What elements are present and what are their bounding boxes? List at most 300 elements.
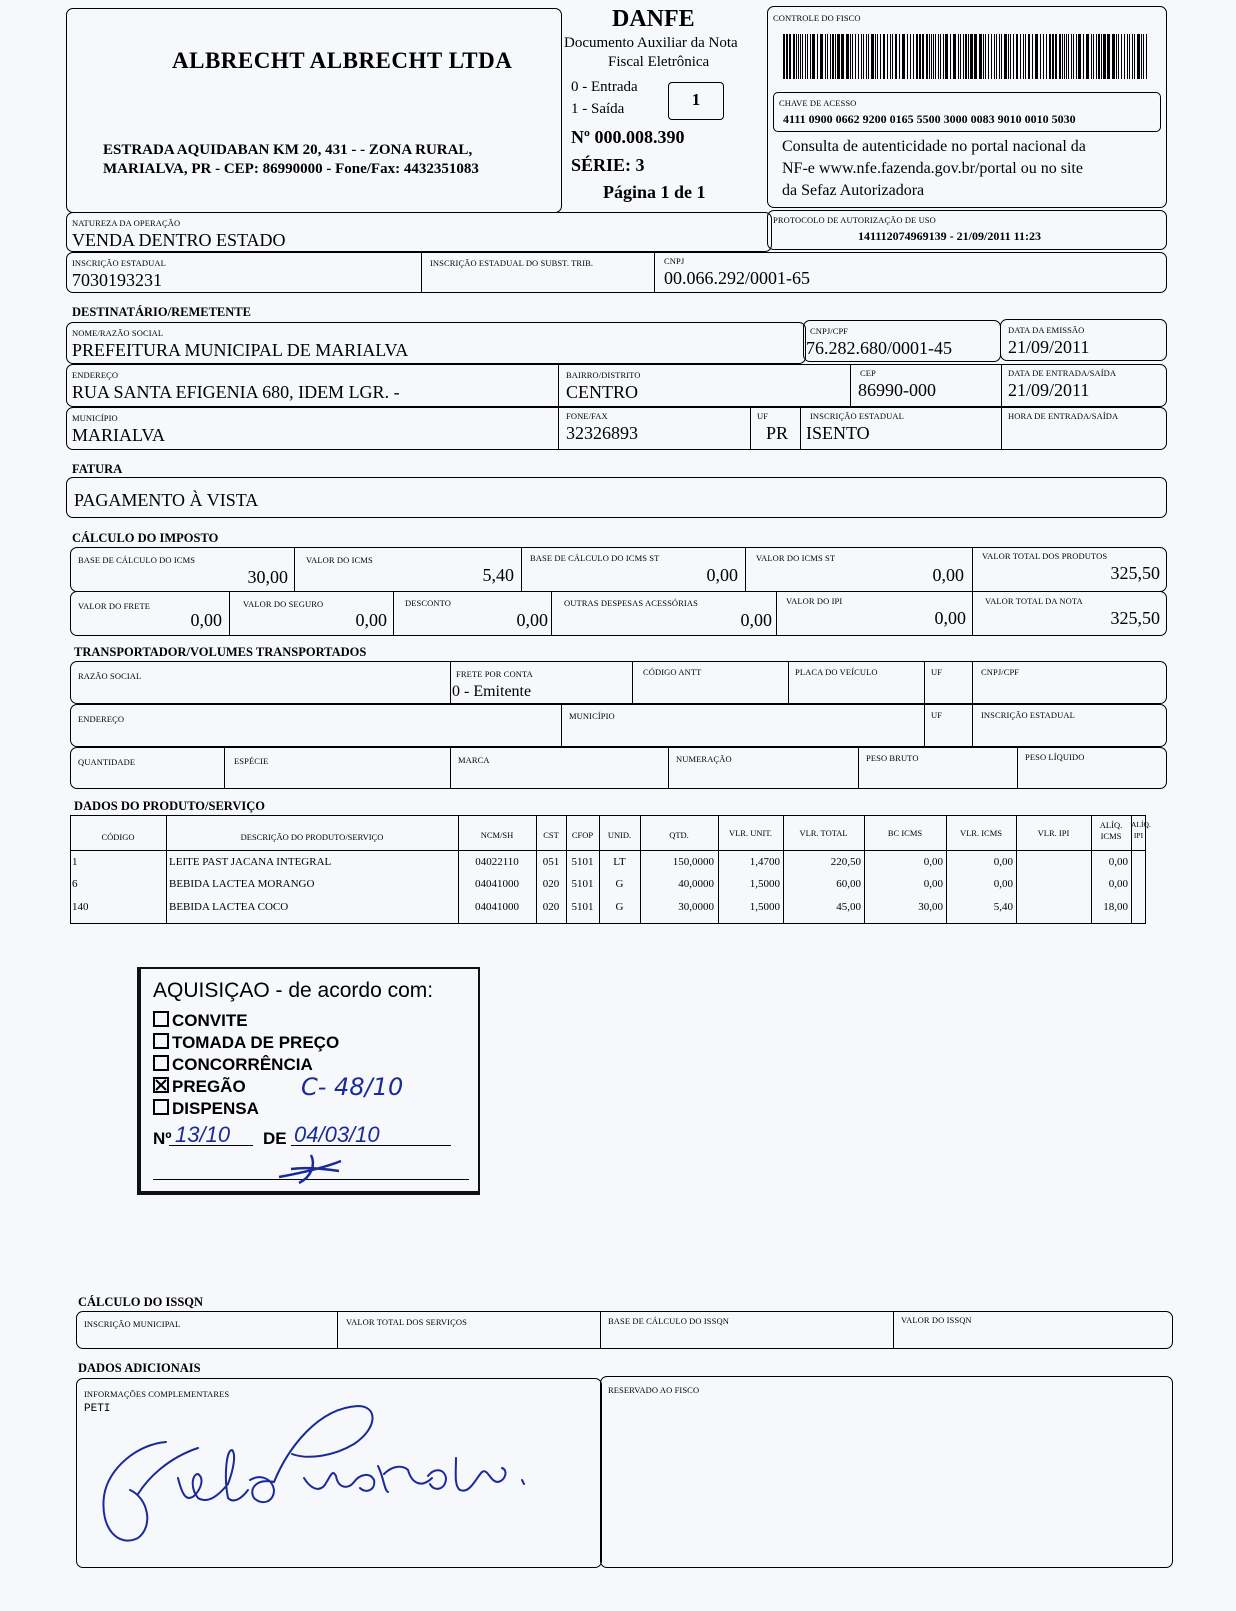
protocolo-label: PROTOCOLO DE AUTORIZAÇÃO DE USO [773, 215, 936, 225]
barcode-bar [798, 34, 799, 79]
row1-vunit: 1,4700 [749, 856, 780, 868]
danfe-entrada: 0 - Entrada [571, 79, 638, 95]
row3-bcicms: 30,00 [918, 901, 943, 913]
barcode-bar [933, 34, 934, 79]
row3-cfop: 5101 [571, 901, 594, 913]
barcode-bar [1001, 34, 1002, 79]
transp-placa-label: PLACA DO VEÍCULO [795, 667, 878, 677]
barcode-bar [820, 34, 823, 79]
barcode-bar [1073, 34, 1074, 79]
divider [972, 704, 973, 747]
stamp-de-label: DE [263, 1129, 287, 1148]
barcode-bar [805, 34, 806, 79]
barcode-bar [940, 34, 941, 79]
dest-municipio: MARIALVA [72, 425, 166, 445]
emitente-address-line-1: ESTRADA AQUIDABAN KM 20, 431 - - ZONA RURAL, [103, 142, 473, 158]
seguro-label: VALOR DO SEGURO [243, 599, 324, 609]
protocolo-value: 141112074969139 - 21/09/2011 11:23 [858, 229, 1042, 243]
barcode-bar [825, 34, 826, 79]
barcode-bar [1132, 34, 1133, 79]
transp-qtd-label: QUANTIDADE [78, 757, 136, 767]
danfe-tipo: 1 [691, 90, 701, 109]
barcode-bar [810, 34, 811, 79]
barcode-bar [963, 34, 964, 79]
th-vunit: VLR. UNIT. [728, 828, 773, 838]
barcode-bar [1103, 34, 1106, 79]
produtos-section-title: DADOS DO PRODUTO/SERVIÇO [74, 799, 266, 813]
danfe-title: DANFE [612, 6, 695, 32]
base-icms: 30,00 [247, 567, 288, 587]
divider [972, 591, 973, 636]
barcode-bar [996, 34, 997, 79]
barcode-bar [916, 34, 918, 79]
fisco-reservado-label: RESERVADO AO FISCO [608, 1385, 700, 1395]
checkbox-checked-icon [153, 1077, 169, 1093]
dest-entrada-label: DATA DE ENTRADA/SAÍDA [1008, 368, 1117, 378]
barcode-bar [850, 34, 851, 79]
ie-st-label: INSCRIÇÃO ESTADUAL DO SUBST. TRIB. [430, 258, 594, 268]
barcode [783, 34, 1149, 79]
barcode-bar [979, 34, 982, 79]
danfe-subtitle-2: Fiscal Eletrônica [608, 54, 710, 70]
barcode-bar [1083, 34, 1084, 79]
barcode-bar [827, 34, 828, 79]
divider [337, 1311, 338, 1349]
row3-vtotal: 45,00 [836, 901, 861, 913]
destinatario-section-title: DESTINATÁRIO/REMETENTE [72, 305, 251, 319]
reservado-fisco-box [600, 1376, 1173, 1568]
stamp-option-label: CONVITE [172, 1011, 248, 1030]
barcode-bar [945, 34, 948, 79]
inscricao-box [66, 252, 1167, 293]
barcode-bar [841, 34, 844, 79]
divider [393, 591, 394, 636]
handwritten-signature [78, 1398, 578, 1558]
row2-cst: 020 [542, 878, 560, 890]
cnpj-label: CNPJ [664, 256, 685, 266]
checkbox-icon [153, 1055, 169, 1071]
barcode-bar [1086, 34, 1089, 79]
divider [972, 547, 973, 592]
transp-especie-label: ESPÉCIE [234, 756, 269, 766]
transp-cnpj-label: CNPJ/CPF [981, 667, 1020, 677]
row3-cst: 020 [542, 901, 560, 913]
th-aliq-icms-2: ICMS [1100, 831, 1122, 841]
barcode-bar [1016, 34, 1018, 79]
dest-emissao: 21/09/2011 [1008, 337, 1090, 357]
th-vipi: VLR. IPI [1037, 828, 1070, 838]
fatura-value: PAGAMENTO À VISTA [74, 490, 259, 510]
dest-fone-label: FONE/FAX [566, 411, 608, 421]
divider [750, 407, 751, 450]
dest-cnpj-label: CNPJ/CPF [810, 326, 849, 336]
barcode-bar [830, 34, 831, 79]
divider [600, 1311, 601, 1349]
stamp-option-pregao [153, 1077, 246, 1097]
stamp-date-line [291, 1145, 451, 1146]
divider [924, 704, 925, 747]
barcode-bar [796, 34, 797, 79]
divider [632, 661, 633, 704]
stamp-title: AQUISIÇAO - de acordo com: [153, 979, 434, 1002]
fatura-section-title: FATURA [72, 462, 123, 476]
frete: 0,00 [190, 610, 222, 630]
row1-codigo: 1 [72, 856, 78, 868]
stamp-option-label: PREGÃO [172, 1077, 246, 1096]
row3-ncm: 04041000 [475, 901, 519, 913]
emitente-box [66, 8, 562, 213]
barcode-bar [783, 34, 785, 79]
divider [521, 547, 522, 592]
controle-fisco-label: CONTROLE DO FISCO [773, 13, 861, 23]
barcode-bar [871, 34, 874, 79]
row3-qtd: 30,0000 [678, 901, 714, 913]
barcode-bar [1118, 34, 1119, 79]
barcode-bar [929, 34, 930, 79]
imposto-section-title: CÁLCULO DO IMPOSTO [72, 531, 219, 545]
barcode-bar [1129, 34, 1130, 79]
barcode-bar [1071, 34, 1072, 79]
barcode-bar [1052, 34, 1054, 79]
th-ncm: NCM/SH [480, 830, 514, 840]
issqn-im-label: INSCRIÇÃO MUNICIPAL [84, 1319, 181, 1329]
adicionais-section-title: DADOS ADICIONAIS [78, 1361, 201, 1375]
barcode-bar [1091, 34, 1092, 79]
divider [70, 850, 1146, 851]
dest-emissao-label: DATA DA EMISSÃO [1008, 325, 1085, 335]
row3-unid: G [615, 901, 624, 913]
danfe-pagina: Página 1 de 1 [603, 182, 706, 202]
issqn-base-label: BASE DE CÁLCULO DO ISSQN [608, 1316, 729, 1326]
row2-bcicms: 0,00 [923, 878, 943, 890]
natureza-label: NATUREZA DA OPERAÇÃO [72, 218, 181, 228]
danfe-numero: Nº 000.008.390 [571, 127, 685, 147]
divider [776, 591, 777, 636]
row1-vtotal: 220,50 [830, 856, 861, 868]
barcode-bar [858, 34, 859, 79]
checkbox-icon [153, 1099, 169, 1115]
barcode-bar [852, 34, 853, 79]
dest-fone: 32326893 [566, 423, 638, 443]
info-label: INFORMAÇÕES COMPLEMENTARES [84, 1389, 230, 1399]
th-bcicms: BC ICMS [887, 828, 923, 838]
row2-unid: G [615, 878, 624, 890]
emitente-address-line-2: MARIALVA, PR - CEP: 86990000 - Fone/Fax: 4432351083 [103, 161, 479, 177]
cnpj-value: 00.066.292/0001-65 [664, 268, 810, 288]
row2-vunit: 1,5000 [749, 878, 780, 890]
row1-vicms: 0,00 [993, 856, 1013, 868]
barcode-bar [899, 34, 900, 79]
barcode-bar [1066, 34, 1067, 79]
issqn-section-title: CÁLCULO DO ISSQN [78, 1295, 204, 1309]
chave-label: CHAVE DE ACESSO [779, 98, 857, 108]
transp-endereco-label: ENDEREÇO [78, 714, 125, 724]
barcode-bar [968, 34, 969, 79]
barcode-bar [800, 34, 801, 79]
stamp-option-convite [153, 1011, 248, 1031]
row1-bcicms: 0,00 [923, 856, 943, 868]
divider [850, 364, 851, 407]
total-prod: 325,50 [1110, 563, 1160, 583]
base-st-label: BASE DE CÁLCULO DO ICMS ST [530, 553, 660, 563]
barcode-bar [1134, 34, 1135, 79]
desconto: 0,00 [516, 610, 548, 630]
consulta-line-1: Consulta de autenticidade no portal nacional da [782, 138, 1086, 155]
barcode-bar [1043, 34, 1044, 79]
divider [294, 547, 295, 592]
barcode-bar [1127, 34, 1128, 79]
barcode-bar [974, 34, 977, 79]
ie-value: 7030193231 [72, 270, 162, 290]
th-codigo: CÓDIGO [101, 832, 135, 842]
divider [654, 252, 655, 293]
th-unid: UNID. [607, 830, 632, 840]
dest-bairro-label: BAIRRO/DISTRITO [566, 370, 641, 380]
barcode-bar [1096, 34, 1097, 79]
dest-uf: PR [766, 423, 789, 443]
divider [224, 747, 225, 789]
barcode-bar [1141, 34, 1142, 79]
stamp-option-tomada [153, 1033, 339, 1053]
divider [421, 252, 422, 293]
row3-vunit: 1,5000 [749, 901, 780, 913]
barcode-bar [812, 34, 815, 79]
barcode-bar [960, 34, 961, 79]
checkbox-icon [153, 1033, 169, 1049]
row1-cst: 051 [542, 856, 560, 868]
dest-nome: PREFEITURA MUNICIPAL DE MARIALVA [72, 340, 409, 360]
barcode-bar [953, 34, 956, 79]
barcode-bar [1035, 34, 1038, 79]
dest-municipio-label: MUNICÍPIO [72, 413, 118, 423]
row2-qtd: 40,0000 [678, 878, 714, 890]
barcode-bar [846, 34, 849, 79]
barcode-bar [1146, 34, 1147, 79]
divider [745, 547, 746, 592]
frete-label: VALOR DO FRETE [78, 601, 151, 611]
divider [166, 815, 167, 924]
transp-peso-bruto-label: PESO BRUTO [866, 753, 919, 763]
checkbox-icon [153, 1011, 169, 1027]
barcode-bar [926, 34, 928, 79]
row2-cfop: 5101 [571, 878, 594, 890]
dest-endereco-label: ENDEREÇO [72, 370, 119, 380]
transp-frete: 0 - Emitente [452, 683, 532, 700]
stamp-signature-scribble [271, 1147, 351, 1187]
base-icms-label: BASE DE CÁLCULO DO ICMS [78, 555, 196, 565]
barcode-bar [1064, 34, 1065, 79]
th-aliq-ipi-2: IPI [1133, 831, 1144, 840]
barcode-bar [922, 34, 924, 79]
row1-descricao: LEITE PAST JACANA INTEGRAL [169, 856, 332, 868]
barcode-bar [1046, 34, 1047, 79]
barcode-bar [1010, 34, 1011, 79]
dest-cnpj: 76.282.680/0001-45 [806, 338, 952, 358]
barcode-bar [1004, 34, 1007, 79]
stamp-num: 13/10 [175, 1122, 231, 1147]
transp-row-3 [70, 747, 1167, 789]
divider [800, 407, 801, 450]
row1-qtd: 150,0000 [672, 856, 714, 868]
barcode-bar [883, 34, 885, 79]
barcode-bar [832, 34, 834, 79]
barcode-bar [994, 34, 995, 79]
total-prod-label: VALOR TOTAL DOS PRODUTOS [982, 551, 1108, 561]
acquisition-stamp [137, 967, 480, 1195]
valor-st-label: VALOR DO ICMS ST [756, 553, 836, 563]
barcode-bar [863, 34, 864, 79]
row3-aliq-icms: 18,00 [1103, 901, 1128, 913]
danfe-saida: 1 - Saída [571, 101, 625, 117]
divider [668, 747, 669, 789]
barcode-bar [1040, 34, 1041, 79]
dest-cep-label: CEP [860, 368, 876, 378]
transp-uf2-label: UF [931, 710, 943, 720]
divider [788, 661, 789, 704]
divider [1001, 364, 1002, 407]
dest-uf-label: UF [757, 411, 769, 421]
stamp-option-dispensa [153, 1099, 259, 1119]
stamp-option-label: TOMADA DE PREÇO [172, 1033, 340, 1052]
danfe-serie: SÉRIE: 3 [571, 155, 645, 175]
barcode-bar [807, 34, 808, 79]
row2-aliq-icms: 0,00 [1108, 878, 1128, 890]
barcode-bar [919, 34, 921, 79]
outras: 0,00 [740, 610, 772, 630]
stamp-option-label: DISPENSA [172, 1099, 259, 1118]
stamp-option-concorrencia [153, 1055, 313, 1075]
barcode-bar [1032, 34, 1033, 79]
dest-endereco: RUA SANTA EFIGENIA 680, IDEM LGR. - [72, 382, 400, 402]
valor-icms-label: VALOR DO ICMS [306, 555, 373, 565]
consulta-line-2: NF-e www.nfe.fazenda.gov.br/portal ou no site [782, 160, 1083, 177]
barcode-bar [1013, 34, 1014, 79]
divider [450, 747, 451, 789]
dest-ie-label: INSCRIÇÃO ESTADUAL [810, 411, 904, 421]
ie-label: INSCRIÇÃO ESTADUAL [72, 258, 166, 268]
chave-acesso: 4111 0900 0662 9200 0165 5500 3000 0083 9010 0010 5030 [783, 112, 1076, 126]
barcode-bar [1112, 34, 1115, 79]
stamp-date: 04/03/10 [294, 1122, 380, 1147]
barcode-bar [950, 34, 951, 79]
barcode-bar [1025, 34, 1026, 79]
barcode-bar [1116, 34, 1117, 79]
transp-uf-label: UF [931, 667, 943, 677]
transporte-section-title: TRANSPORTADOR/VOLUMES TRANSPORTADOS [74, 645, 367, 659]
th-vicms: VLR. ICMS [959, 828, 1003, 838]
barcode-bar [1059, 34, 1061, 79]
divider [551, 591, 552, 636]
barcode-bar [988, 34, 989, 79]
barcode-bar [1068, 34, 1069, 79]
th-descricao: DESCRIÇÃO DO PRODUTO/SERVIÇO [240, 832, 384, 842]
transp-marca-label: MARCA [458, 755, 490, 765]
barcode-bar [910, 34, 911, 79]
row2-descricao: BEBIDA LACTEA MORANGO [169, 878, 315, 890]
th-cst: CST [543, 830, 559, 840]
barcode-bar [983, 34, 984, 79]
barcode-bar [1062, 34, 1063, 79]
transp-ie-label: INSCRIÇÃO ESTADUAL [981, 710, 1075, 720]
th-aliq-icms-1: ALÍQ. [1099, 820, 1123, 830]
issqn-total-label: VALOR TOTAL DOS SERVIÇOS [346, 1317, 467, 1327]
barcode-bar [855, 34, 856, 79]
barcode-bar [835, 34, 836, 79]
barcode-bar [837, 34, 840, 79]
th-aliq-ipi-1: ALÍQ. [1131, 820, 1151, 829]
stamp-num-line [169, 1145, 253, 1146]
outras-label: OUTRAS DESPESAS ACESSÓRIAS [564, 598, 698, 608]
ipi: 0,00 [934, 608, 966, 628]
barcode-bar [999, 34, 1000, 79]
dest-bairro: CENTRO [566, 382, 638, 402]
row1-cfop: 5101 [571, 856, 594, 868]
barcode-bar [1008, 34, 1009, 79]
valor-st: 0,00 [932, 565, 964, 585]
barcode-bar [793, 34, 795, 79]
row2-vtotal: 60,00 [836, 878, 861, 890]
barcode-bar [1023, 34, 1024, 79]
divider [558, 407, 559, 450]
row2-vicms: 0,00 [993, 878, 1013, 890]
barcode-bar [802, 34, 803, 79]
barcode-bar [1049, 34, 1051, 79]
th-vtotal: VLR. TOTAL [799, 828, 848, 838]
barcode-bar [1143, 34, 1144, 79]
dest-hora-label: HORA DE ENTRADA/SAÍDA [1008, 411, 1119, 421]
transp-antt-label: CÓDIGO ANTT [643, 667, 702, 677]
barcode-bar [786, 34, 788, 79]
barcode-bar [970, 34, 973, 79]
barcode-bar [958, 34, 959, 79]
row2-ncm: 04041000 [475, 878, 519, 890]
transp-razao-label: RAZÃO SOCIAL [78, 671, 142, 681]
barcode-bar [935, 34, 936, 79]
transp-peso-liquido-label: PESO LÍQUIDO [1025, 752, 1085, 762]
seguro: 0,00 [355, 610, 387, 630]
divider [561, 704, 562, 747]
barcode-bar [985, 34, 986, 79]
barcode-bar [902, 34, 905, 79]
barcode-bar [907, 34, 908, 79]
barcode-bar [1124, 34, 1125, 79]
dest-nome-label: NOME/RAZÃO SOCIAL [72, 328, 164, 338]
barcode-bar [875, 34, 876, 79]
barcode-bar [868, 34, 869, 79]
row3-vicms: 5,40 [993, 901, 1013, 913]
barcode-bar [789, 34, 791, 79]
divider [972, 661, 973, 704]
divider [893, 1311, 894, 1349]
barcode-bar [991, 34, 992, 79]
barcode-bar [880, 34, 881, 79]
th-cfop: CFOP [571, 830, 594, 840]
dest-cep: 86990-000 [858, 380, 936, 400]
total-nota: 325,50 [1110, 608, 1160, 628]
row1-unid: LT [613, 856, 626, 868]
barcode-bar [877, 34, 878, 79]
row3-codigo: 140 [72, 901, 89, 913]
consulta-line-3: da Sefaz Autorizadora [782, 182, 925, 199]
barcode-bar [1121, 34, 1122, 79]
row1-aliq-icms: 0,00 [1108, 856, 1128, 868]
barcode-bar [817, 34, 818, 79]
barcode-bar [1020, 34, 1021, 79]
transp-numeracao-label: NUMERAÇÃO [676, 754, 732, 764]
barcode-bar [938, 34, 939, 79]
barcode-bar [1076, 34, 1077, 79]
row2-codigo: 6 [72, 878, 78, 890]
